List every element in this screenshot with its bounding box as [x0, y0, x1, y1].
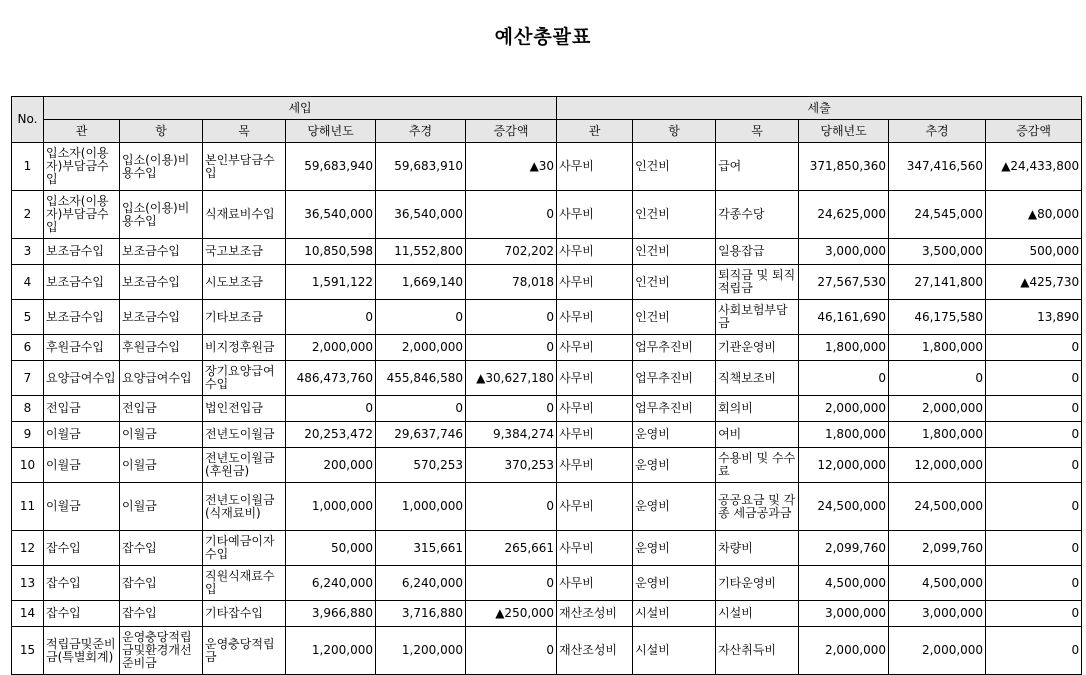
cell-income-gwan: 적립금및준비금(특별회계) — [44, 627, 120, 675]
cell-expense-hang: 운영비 — [633, 483, 716, 531]
cell-income-gwan: 잡수입 — [44, 566, 120, 601]
cell-income-hang: 이월금 — [120, 483, 203, 531]
cell-expense-diff: 500,000 — [986, 239, 1082, 265]
cell-expense-mok: 퇴직금 및 퇴직적립금 — [716, 265, 799, 300]
table-row — [12, 191, 1082, 239]
cell-income-revised: 315,661 — [376, 531, 466, 566]
cell-expense-gwan: 재산조성비 — [557, 627, 633, 675]
cell-income-gwan: 후원금수입 — [44, 335, 120, 361]
cell-income-mok: 기타예금이자수입 — [203, 531, 286, 566]
cell-expense-mok: 공공요금 및 각종 세금공과금 — [716, 483, 799, 531]
cell-income-diff: 9,384,274 — [466, 422, 557, 448]
cell-expense-revised: 46,175,580 — [889, 300, 986, 335]
cell-income-hang: 전입금 — [120, 396, 203, 422]
table-row — [12, 396, 1082, 422]
cell-income-current: 486,473,760 — [286, 361, 376, 396]
cell-expense-gwan: 사무비 — [557, 396, 633, 422]
cell-expense-current: 2,099,760 — [799, 531, 889, 566]
cell-expense-mok: 일용잡급 — [716, 239, 799, 265]
cell-income-gwan: 보조금수입 — [44, 265, 120, 300]
cell-income-current: 6,240,000 — [286, 566, 376, 601]
table-row — [12, 531, 1082, 566]
header-expense-hang: 항 — [633, 120, 716, 143]
cell-expense-hang: 인건비 — [633, 300, 716, 335]
cell-income-diff: 0 — [466, 483, 557, 531]
cell-expense-revised: 1,800,000 — [889, 335, 986, 361]
cell-expense-current: 2,000,000 — [799, 396, 889, 422]
cell-expense-gwan: 사무비 — [557, 335, 633, 361]
cell-income-hang: 후원금수입 — [120, 335, 203, 361]
header-expense-gwan: 관 — [557, 120, 633, 143]
cell-income-gwan: 이월금 — [44, 483, 120, 531]
cell-income-gwan: 잡수입 — [44, 601, 120, 627]
cell-income-diff: 370,253 — [466, 448, 557, 483]
cell-income-revised: 3,716,880 — [376, 601, 466, 627]
cell-income-gwan: 전입금 — [44, 396, 120, 422]
cell-expense-revised: 4,500,000 — [889, 566, 986, 601]
cell-expense-current: 4,500,000 — [799, 566, 889, 601]
cell-income-revised: 1,200,000 — [376, 627, 466, 675]
cell-expense-diff: 0 — [986, 422, 1082, 448]
cell-income-gwan: 입소자(이용자)부담금수입 — [44, 143, 120, 191]
cell-row-no: 11 — [12, 483, 44, 531]
cell-income-hang: 이월금 — [120, 448, 203, 483]
cell-row-no: 5 — [12, 300, 44, 335]
cell-expense-gwan: 사무비 — [557, 239, 633, 265]
cell-expense-current: 27,567,530 — [799, 265, 889, 300]
cell-income-current: 36,540,000 — [286, 191, 376, 239]
cell-income-hang: 입소(이용)비용수입 — [120, 143, 203, 191]
cell-income-mok: 전년도이월금(식재료비) — [203, 483, 286, 531]
cell-income-hang: 잡수입 — [120, 566, 203, 601]
cell-expense-diff: ▲425,730 — [986, 265, 1082, 300]
cell-income-gwan: 요양급여수입 — [44, 361, 120, 396]
cell-expense-current: 24,625,000 — [799, 191, 889, 239]
cell-expense-diff: ▲80,000 — [986, 191, 1082, 239]
cell-expense-revised: 2,000,000 — [889, 396, 986, 422]
table-row — [12, 300, 1082, 335]
cell-row-no: 2 — [12, 191, 44, 239]
cell-income-mok: 운영충당적립금 — [203, 627, 286, 675]
cell-income-diff: 0 — [466, 335, 557, 361]
cell-income-gwan: 잡수입 — [44, 531, 120, 566]
cell-income-gwan: 이월금 — [44, 448, 120, 483]
header-income: 세입 — [44, 97, 557, 120]
cell-income-current: 59,683,940 — [286, 143, 376, 191]
cell-expense-revised: 12,000,000 — [889, 448, 986, 483]
header-no: No. — [12, 97, 44, 143]
cell-row-no: 3 — [12, 239, 44, 265]
cell-expense-revised: 347,416,560 — [889, 143, 986, 191]
cell-expense-mok: 여비 — [716, 422, 799, 448]
cell-expense-diff: 0 — [986, 483, 1082, 531]
cell-income-diff: 0 — [466, 191, 557, 239]
cell-expense-gwan: 재산조성비 — [557, 601, 633, 627]
cell-expense-current: 0 — [799, 361, 889, 396]
cell-expense-gwan: 사무비 — [557, 143, 633, 191]
cell-expense-hang: 운영비 — [633, 566, 716, 601]
header-income-current: 당해년도 — [286, 120, 376, 143]
cell-expense-mok: 회의비 — [716, 396, 799, 422]
header-income-revised: 추경 — [376, 120, 466, 143]
cell-expense-hang: 인건비 — [633, 239, 716, 265]
cell-income-gwan: 보조금수입 — [44, 300, 120, 335]
cell-expense-hang: 운영비 — [633, 531, 716, 566]
cell-income-diff: 0 — [466, 566, 557, 601]
cell-expense-revised: 1,800,000 — [889, 422, 986, 448]
cell-income-mok: 장기요양급여수입 — [203, 361, 286, 396]
cell-income-revised: 36,540,000 — [376, 191, 466, 239]
cell-income-hang: 보조금수입 — [120, 265, 203, 300]
cell-expense-revised: 2,099,760 — [889, 531, 986, 566]
cell-expense-current: 1,800,000 — [799, 422, 889, 448]
cell-expense-hang: 인건비 — [633, 143, 716, 191]
cell-expense-mok: 직책보조비 — [716, 361, 799, 396]
cell-income-current: 50,000 — [286, 531, 376, 566]
cell-expense-hang: 업무추진비 — [633, 396, 716, 422]
table-row — [12, 627, 1082, 675]
header-income-gwan: 관 — [44, 120, 120, 143]
cell-row-no: 13 — [12, 566, 44, 601]
cell-income-diff: 702,202 — [466, 239, 557, 265]
cell-income-mok: 시도보조금 — [203, 265, 286, 300]
cell-expense-mok: 기관운영비 — [716, 335, 799, 361]
cell-expense-current: 1,800,000 — [799, 335, 889, 361]
cell-expense-gwan: 사무비 — [557, 300, 633, 335]
cell-income-diff: 0 — [466, 627, 557, 675]
cell-income-hang: 잡수입 — [120, 531, 203, 566]
cell-expense-diff: 0 — [986, 531, 1082, 566]
cell-row-no: 14 — [12, 601, 44, 627]
cell-income-hang: 운영충당적립금및환경개선준비금 — [120, 627, 203, 675]
cell-income-mok: 직원식재료수입 — [203, 566, 286, 601]
table-row — [12, 448, 1082, 483]
cell-expense-revised: 0 — [889, 361, 986, 396]
cell-expense-revised: 24,545,000 — [889, 191, 986, 239]
header-income-diff: 증감액 — [466, 120, 557, 143]
cell-income-revised: 1,669,140 — [376, 265, 466, 300]
cell-income-hang: 이월금 — [120, 422, 203, 448]
cell-income-current: 0 — [286, 300, 376, 335]
cell-expense-gwan: 사무비 — [557, 422, 633, 448]
cell-income-revised: 455,846,580 — [376, 361, 466, 396]
cell-row-no: 15 — [12, 627, 44, 675]
cell-income-hang: 요양급여수입 — [120, 361, 203, 396]
cell-row-no: 9 — [12, 422, 44, 448]
cell-expense-hang: 인건비 — [633, 265, 716, 300]
cell-expense-mok: 자산취득비 — [716, 627, 799, 675]
cell-income-current: 20,253,472 — [286, 422, 376, 448]
cell-expense-diff: 0 — [986, 448, 1082, 483]
cell-income-mok: 식재료비수입 — [203, 191, 286, 239]
cell-income-revised: 2,000,000 — [376, 335, 466, 361]
cell-income-mok: 전년도이월금 — [203, 422, 286, 448]
cell-expense-mok: 수용비 및 수수료 — [716, 448, 799, 483]
table-row — [12, 601, 1082, 627]
cell-expense-hang: 업무추진비 — [633, 335, 716, 361]
header-row-groups — [12, 97, 1082, 120]
cell-income-current: 0 — [286, 396, 376, 422]
cell-income-diff: ▲30,627,180 — [466, 361, 557, 396]
table-row — [12, 239, 1082, 265]
cell-expense-current: 3,000,000 — [799, 239, 889, 265]
table-row — [12, 483, 1082, 531]
cell-expense-gwan: 사무비 — [557, 566, 633, 601]
cell-expense-hang: 운영비 — [633, 448, 716, 483]
cell-income-revised: 0 — [376, 396, 466, 422]
cell-expense-diff: ▲24,433,800 — [986, 143, 1082, 191]
cell-expense-mok: 시설비 — [716, 601, 799, 627]
cell-expense-diff: 0 — [986, 335, 1082, 361]
cell-expense-hang: 업무추진비 — [633, 361, 716, 396]
cell-expense-mok: 사회보험부담금 — [716, 300, 799, 335]
cell-income-current: 200,000 — [286, 448, 376, 483]
cell-expense-diff: 13,890 — [986, 300, 1082, 335]
cell-income-diff: ▲250,000 — [466, 601, 557, 627]
table-row — [12, 361, 1082, 396]
cell-expense-mok: 기타운영비 — [716, 566, 799, 601]
cell-expense-diff: 0 — [986, 627, 1082, 675]
cell-income-hang: 보조금수입 — [120, 300, 203, 335]
cell-income-hang: 입소(이용)비용수입 — [120, 191, 203, 239]
cell-expense-diff: 0 — [986, 601, 1082, 627]
cell-income-revised: 1,000,000 — [376, 483, 466, 531]
cell-income-current: 10,850,598 — [286, 239, 376, 265]
cell-income-mok: 전년도이월금(후원금) — [203, 448, 286, 483]
cell-expense-mok: 급여 — [716, 143, 799, 191]
table-row — [12, 265, 1082, 300]
cell-expense-revised: 2,000,000 — [889, 627, 986, 675]
cell-income-mok: 비지정후원금 — [203, 335, 286, 361]
cell-expense-gwan: 사무비 — [557, 265, 633, 300]
cell-row-no: 10 — [12, 448, 44, 483]
header-expense-revised: 추경 — [889, 120, 986, 143]
cell-row-no: 12 — [12, 531, 44, 566]
cell-income-diff: 265,661 — [466, 531, 557, 566]
cell-expense-current: 371,850,360 — [799, 143, 889, 191]
cell-expense-current: 46,161,690 — [799, 300, 889, 335]
header-expense-mok: 목 — [716, 120, 799, 143]
header-income-mok: 목 — [203, 120, 286, 143]
cell-income-mok: 국고보조금 — [203, 239, 286, 265]
cell-income-gwan: 보조금수입 — [44, 239, 120, 265]
cell-expense-mok: 각종수당 — [716, 191, 799, 239]
header-expense: 세출 — [557, 97, 1082, 120]
cell-expense-hang: 운영비 — [633, 422, 716, 448]
cell-expense-hang: 인건비 — [633, 191, 716, 239]
cell-expense-current: 3,000,000 — [799, 601, 889, 627]
cell-row-no: 1 — [12, 143, 44, 191]
cell-expense-diff: 0 — [986, 396, 1082, 422]
cell-income-mok: 본인부담금수입 — [203, 143, 286, 191]
table-row — [12, 566, 1082, 601]
cell-income-current: 1,591,122 — [286, 265, 376, 300]
cell-income-hang: 잡수입 — [120, 601, 203, 627]
header-row-columns — [12, 120, 1082, 143]
cell-income-diff: 0 — [466, 396, 557, 422]
cell-expense-gwan: 사무비 — [557, 448, 633, 483]
cell-income-mok: 기타보조금 — [203, 300, 286, 335]
cell-row-no: 7 — [12, 361, 44, 396]
table-row — [12, 143, 1082, 191]
header-expense-diff: 증감액 — [986, 120, 1082, 143]
cell-income-current: 3,966,880 — [286, 601, 376, 627]
cell-expense-diff: 0 — [986, 361, 1082, 396]
cell-expense-hang: 시설비 — [633, 601, 716, 627]
cell-income-revised: 0 — [376, 300, 466, 335]
table-row — [12, 335, 1082, 361]
page-title: 예산총괄표 — [494, 26, 592, 48]
cell-expense-current: 12,000,000 — [799, 448, 889, 483]
cell-expense-current: 2,000,000 — [799, 627, 889, 675]
cell-income-revised: 59,683,910 — [376, 143, 466, 191]
cell-row-no: 6 — [12, 335, 44, 361]
cell-expense-hang: 시설비 — [633, 627, 716, 675]
cell-income-diff: ▲30 — [466, 143, 557, 191]
cell-income-revised: 29,637,746 — [376, 422, 466, 448]
cell-expense-revised: 3,500,000 — [889, 239, 986, 265]
cell-expense-revised: 27,141,800 — [889, 265, 986, 300]
cell-income-mok: 기타잡수입 — [203, 601, 286, 627]
cell-income-gwan: 이월금 — [44, 422, 120, 448]
cell-expense-gwan: 사무비 — [557, 191, 633, 239]
cell-expense-gwan: 사무비 — [557, 361, 633, 396]
cell-row-no: 8 — [12, 396, 44, 422]
budget-summary-table — [11, 96, 1082, 675]
cell-income-mok: 법인전입금 — [203, 396, 286, 422]
cell-income-revised: 11,552,800 — [376, 239, 466, 265]
cell-expense-mok: 차량비 — [716, 531, 799, 566]
cell-income-current: 1,200,000 — [286, 627, 376, 675]
cell-income-gwan: 입소자(이용자)부담금수입 — [44, 191, 120, 239]
cell-income-diff: 78,018 — [466, 265, 557, 300]
header-income-hang: 항 — [120, 120, 203, 143]
cell-expense-diff: 0 — [986, 566, 1082, 601]
cell-expense-current: 24,500,000 — [799, 483, 889, 531]
cell-income-diff: 0 — [466, 300, 557, 335]
cell-expense-gwan: 사무비 — [557, 531, 633, 566]
cell-row-no: 4 — [12, 265, 44, 300]
cell-expense-revised: 24,500,000 — [889, 483, 986, 531]
cell-income-current: 1,000,000 — [286, 483, 376, 531]
table-row — [12, 422, 1082, 448]
cell-income-revised: 6,240,000 — [376, 566, 466, 601]
header-expense-current: 당해년도 — [799, 120, 889, 143]
cell-income-current: 2,000,000 — [286, 335, 376, 361]
cell-income-revised: 570,253 — [376, 448, 466, 483]
cell-income-hang: 보조금수입 — [120, 239, 203, 265]
cell-expense-gwan: 사무비 — [557, 483, 633, 531]
cell-expense-revised: 3,000,000 — [889, 601, 986, 627]
